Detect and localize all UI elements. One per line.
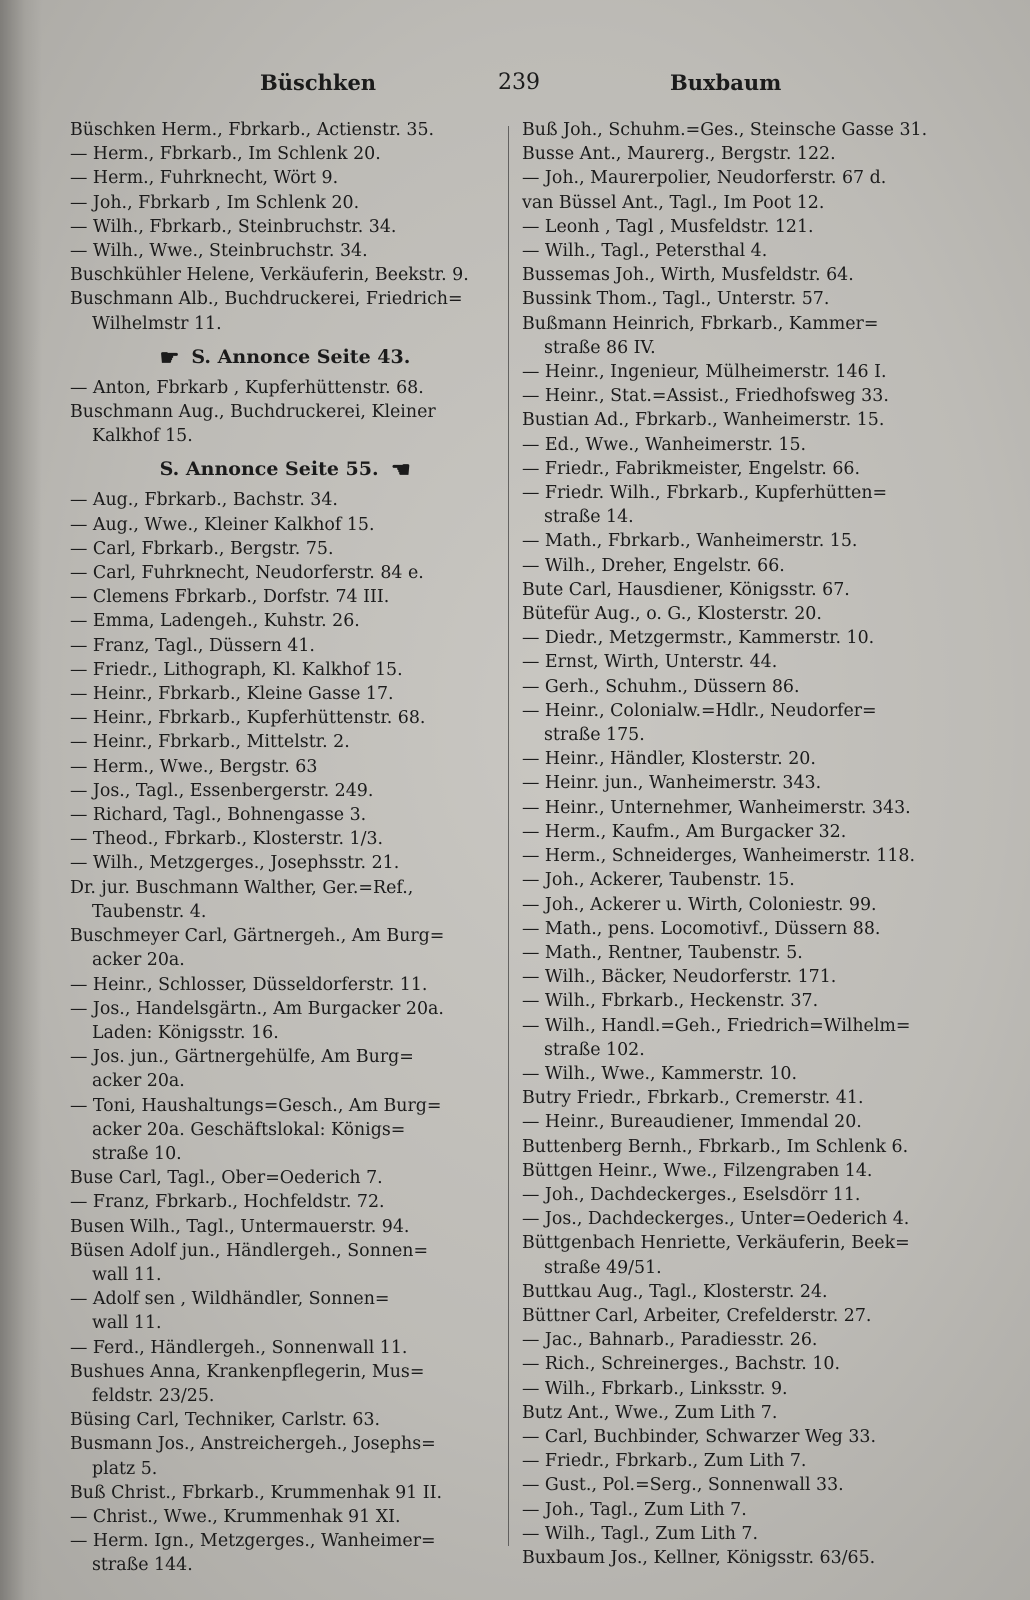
directory-entry: — Herm., Fuhrknecht, Wört 9. xyxy=(70,168,339,189)
entry-continuation-line: acker 20a. xyxy=(92,950,185,971)
directory-entry: — Gerh., Schuhm., Düssern 86. xyxy=(522,676,800,697)
directory-entry: Büttgenbach Henriette, Verkäuferin, Beek= xyxy=(522,1233,910,1254)
page-header xyxy=(60,66,980,102)
entry-continuation-line: straße 14. xyxy=(544,507,634,528)
header-left-keyword: Büschken xyxy=(260,70,377,95)
directory-entry: — Heinr., Schlosser, Düsseldorferstr. 11. xyxy=(70,974,428,995)
directory-entry: Büsen Adolf jun., Händlergeh., Sonnen= xyxy=(70,1240,429,1261)
directory-entry: — Rich., Schreinerges., Bachstr. 10. xyxy=(522,1354,840,1375)
directory-entry: Bütefür Aug., o. G., Klosterstr. 20. xyxy=(522,604,822,625)
directory-entry: — Jos. jun., Gärtnergehülfe, Am Burg= xyxy=(70,1047,414,1068)
entry-continuation-line: wall 11. xyxy=(92,1264,162,1285)
directory-entry: — Franz, Tagl., Düssern 41. xyxy=(70,635,315,656)
directory-entry: — Herm., Wwe., Bergstr. 63 xyxy=(70,756,318,777)
directory-entry: — Aug., Fbrkarb., Bachstr. 34. xyxy=(70,490,338,511)
directory-entry: — Jos., Dachdeckerges., Unter=Oederich 4. xyxy=(522,1209,910,1230)
directory-entry: — Richard, Tagl., Bohnengasse 3. xyxy=(70,805,367,826)
pointing-hand-left-icon: ☛ xyxy=(390,457,411,484)
directory-entry: — Franz, Fbrkarb., Hochfeldstr. 72. xyxy=(70,1192,385,1213)
directory-entry: Buschkühler Helene, Verkäuferin, Beekstr. 9. xyxy=(70,265,469,286)
directory-entry: — Toni, Haushaltungs=Gesch., Am Burg= xyxy=(70,1095,442,1116)
directory-entry: — Joh., Tagl., Zum Lith 7. xyxy=(522,1499,747,1520)
directory-entry: Buß Joh., Schuhm.=Ges., Steinsche Gasse 31. xyxy=(522,120,928,140)
directory-entry: — Anton, Fbrkarb , Kupferhüttenstr. 68. xyxy=(70,377,424,398)
directory-entry: Busse Ant., Maurerg., Bergstr. 122. xyxy=(522,144,836,165)
directory-entry: — Heinr., Bureaudiener, Immendal 20. xyxy=(522,1112,862,1133)
directory-entry: Büsing Carl, Techniker, Carlstr. 63. xyxy=(70,1410,381,1431)
directory-entry: — Joh., Maurerpolier, Neudorferstr. 67 d. xyxy=(522,168,887,189)
directory-entry: Buse Carl, Tagl., Ober=Oederich 7. xyxy=(70,1168,383,1189)
header-right-keyword: Buxbaum xyxy=(670,70,782,95)
directory-entry: — Friedr. Wilh., Fbrkarb., Kupferhütten= xyxy=(522,483,888,504)
directory-entry: Busen Wilh., Tagl., Untermauerstr. 94. xyxy=(70,1216,410,1237)
directory-entry: — Christ., Wwe., Krummenhak 91 XI. xyxy=(70,1506,401,1527)
directory-entry: — Diedr., Metzgermstr., Kammerstr. 10. xyxy=(522,628,875,649)
directory-entry: — Carl, Buchbinder, Schwarzer Weg 33. xyxy=(522,1426,877,1447)
directory-entry: Butry Friedr., Fbrkarb., Cremerstr. 41. xyxy=(522,1088,864,1109)
annonce-reference xyxy=(70,342,500,372)
directory-entry: — Wilh., Wwe., Kammerstr. 10. xyxy=(522,1063,798,1084)
entry-continuation-line: straße 102. xyxy=(544,1039,645,1060)
directory-entry: van Büssel Ant., Tagl., Im Poot 12. xyxy=(522,192,825,213)
directory-entry: — Herm. Ign., Metzgerges., Wanheimer= xyxy=(70,1531,436,1552)
entry-continuation-line: feldstr. 23/25. xyxy=(92,1385,215,1406)
directory-entry: — Heinr., Händler, Klosterstr. 20. xyxy=(522,749,816,770)
directory-entry: — Joh., Dachdeckerges., Eselsdörr 11. xyxy=(522,1184,861,1205)
directory-entry: — Wilh., Handl.=Geh., Friedrich=Wilhelm= xyxy=(522,1015,911,1036)
left-column xyxy=(70,118,500,1578)
directory-entry: Buttenberg Bernh., Fbrkarb., Im Schlenk 6. xyxy=(522,1136,909,1157)
entry-continuation-line: Laden: Königsstr. 16. xyxy=(92,1022,279,1043)
directory-entry: — Wilh., Dreher, Engelstr. 66. xyxy=(522,555,785,576)
directory-entry: Bussemas Joh., Wirth, Musfeldstr. 64. xyxy=(522,265,854,286)
entry-continuation-line: straße 175. xyxy=(544,725,645,746)
directory-entry: — Aug., Wwe., Kleiner Kalkhof 15. xyxy=(70,514,375,535)
column-divider xyxy=(508,126,509,1546)
entry-continuation-line: straße 10. xyxy=(92,1143,182,1164)
entry-continuation-line: wall 11. xyxy=(92,1313,162,1334)
book-spine-shadow xyxy=(0,0,42,1600)
directory-entry: — Heinr., Unternehmer, Wanheimerstr. 343. xyxy=(522,797,911,818)
directory-entry: — Heinr., Ingenieur, Mülheimerstr. 146 I. xyxy=(522,362,887,383)
directory-entry: — Clemens Fbrkarb., Dorfstr. 74 III. xyxy=(70,587,390,608)
entry-continuation-line: straße 86 IV. xyxy=(544,337,656,358)
directory-entry: Buß Christ., Fbrkarb., Krummenhak 91 II. xyxy=(70,1482,442,1503)
directory-entry: — Ferd., Händlergeh., Sonnenwall 11. xyxy=(70,1337,408,1358)
directory-entry: Büttgen Heinr., Wwe., Filzengraben 14. xyxy=(522,1160,873,1181)
directory-entry: — Friedr., Fabrikmeister, Engelstr. 66. xyxy=(522,458,860,479)
directory-entry: — Friedr., Fbrkarb., Zum Lith 7. xyxy=(522,1451,807,1472)
annonce-text: S. Annonce Seite 43. xyxy=(191,345,411,368)
directory-entry: — Gust., Pol.=Serg., Sonnenwall 33. xyxy=(522,1475,844,1496)
entry-continuation-line: acker 20a. Geschäftslokal: Königs= xyxy=(92,1119,406,1140)
directory-entry: — Emma, Ladengeh., Kuhstr. 26. xyxy=(70,611,360,632)
directory-entry: Bussink Thom., Tagl., Unterstr. 57. xyxy=(522,289,830,310)
directory-entry: — Jac., Bahnarb., Paradiesstr. 26. xyxy=(522,1330,818,1351)
directory-entry: Büschken Herm., Fbrkarb., Actienstr. 35. xyxy=(70,120,435,140)
pointing-hand-right-icon: ☛ xyxy=(159,344,180,371)
directory-entry: — Herm., Fbrkarb., Im Schlenk 20. xyxy=(70,144,381,165)
directory-entry: — Joh., Ackerer, Taubenstr. 15. xyxy=(522,870,795,891)
entry-continuation-line: acker 20a. xyxy=(92,1071,185,1092)
directory-entry: — Wilh., Wwe., Steinbruchstr. 34. xyxy=(70,241,368,262)
directory-entry: — Wilh., Metzgerges., Josephsstr. 21. xyxy=(70,853,400,874)
directory-entry: — Ernst, Wirth, Unterstr. 44. xyxy=(522,652,778,673)
directory-entry: Butz Ant., Wwe., Zum Lith 7. xyxy=(522,1402,778,1423)
directory-entry: — Wilh., Bäcker, Neudorferstr. 171. xyxy=(522,967,837,988)
directory-entry: — Jos., Handelsgärtn., Am Burgacker 20a. xyxy=(70,998,444,1019)
directory-entry: Buschmann Aug., Buchdruckerei, Kleiner xyxy=(70,402,436,423)
directory-entry: Büttner Carl, Arbeiter, Crefelderstr. 27. xyxy=(522,1305,872,1326)
directory-entry: — Heinr., Fbrkarb., Kupferhüttenstr. 68. xyxy=(70,708,426,729)
directory-entry: — Wilh., Tagl., Zum Lith 7. xyxy=(522,1523,759,1544)
directory-entry: — Wilh., Fbrkarb., Heckenstr. 37. xyxy=(522,991,819,1012)
right-column xyxy=(522,118,964,1570)
page-number: 239 xyxy=(498,70,540,95)
directory-entry: — Jos., Tagl., Essenbergerstr. 249. xyxy=(70,780,374,801)
directory-entry: Buschmeyer Carl, Gärtnergeh., Am Burg= xyxy=(70,926,445,947)
directory-entry: — Math., pens. Locomotivf., Düssern 88. xyxy=(522,918,881,939)
entry-continuation-line: Taubenstr. 4. xyxy=(92,901,207,922)
directory-entry: — Joh., Fbrkarb , Im Schlenk 20. xyxy=(70,192,360,213)
directory-entry: — Carl, Fuhrknecht, Neudorferstr. 84 e. xyxy=(70,563,424,584)
annonce-text: S. Annonce Seite 55. xyxy=(159,458,379,481)
directory-entry: — Joh., Ackerer u. Wirth, Coloniestr. 99. xyxy=(522,894,877,915)
directory-entry: — Wilh., Fbrkarb., Steinbruchstr. 34. xyxy=(70,216,397,237)
directory-entry: — Heinr., Stat.=Assist., Friedhofsweg 33. xyxy=(522,386,889,407)
directory-entry: — Math., Fbrkarb., Wanheimerstr. 15. xyxy=(522,531,858,552)
directory-entry: Bußmann Heinrich, Fbrkarb., Kammer= xyxy=(522,313,879,334)
directory-entry: Bushues Anna, Krankenpflegerin, Mus= xyxy=(70,1361,425,1382)
directory-entry: — Wilh., Tagl., Petersthal 4. xyxy=(522,241,768,262)
directory-entry: Bustian Ad., Fbrkarb., Wanheimerstr. 15. xyxy=(522,410,885,431)
annonce-reference xyxy=(70,454,500,484)
directory-entry: — Heinr. jun., Wanheimerstr. 343. xyxy=(522,773,822,794)
entry-continuation-line: platz 5. xyxy=(92,1458,158,1479)
directory-entry: Dr. jur. Buschmann Walther, Ger.=Ref., xyxy=(70,877,414,898)
directory-entry: Busmann Jos., Anstreichergeh., Josephs= xyxy=(70,1434,436,1455)
entry-continuation-line: straße 144. xyxy=(92,1555,193,1576)
entry-continuation-line: straße 49/51. xyxy=(544,1257,662,1278)
directory-entry: — Adolf sen , Wildhändler, Sonnen= xyxy=(70,1289,390,1310)
directory-entry: — Herm., Schneiderges, Wanheimerstr. 118. xyxy=(522,846,915,867)
directory-entry: — Ed., Wwe., Wanheimerstr. 15. xyxy=(522,434,807,455)
directory-entry: — Friedr., Lithograph, Kl. Kalkhof 15. xyxy=(70,659,403,680)
directory-entry: — Herm., Kaufm., Am Burgacker 32. xyxy=(522,821,847,842)
directory-entry: Buttkau Aug., Tagl., Klosterstr. 24. xyxy=(522,1281,828,1302)
directory-entry: — Heinr., Fbrkarb., Mittelstr. 2. xyxy=(70,732,350,753)
directory-entry: Buschmann Alb., Buchdruckerei, Friedrich= xyxy=(70,289,463,310)
directory-entry: — Heinr., Fbrkarb., Kleine Gasse 17. xyxy=(70,684,394,705)
directory-entry: Bute Carl, Hausdiener, Königsstr. 67. xyxy=(522,579,850,600)
directory-entry: — Math., Rentner, Taubenstr. 5. xyxy=(522,942,803,963)
directory-entry: — Theod., Fbrkarb., Klosterstr. 1/3. xyxy=(70,829,384,850)
directory-entry: — Leonh , Tagl , Musfeldstr. 121. xyxy=(522,216,814,237)
entry-continuation-line: Wilhelmstr 11. xyxy=(92,313,222,334)
entry-continuation-line: Kalkhof 15. xyxy=(92,426,193,447)
directory-entry: — Carl, Fbrkarb., Bergstr. 75. xyxy=(70,538,334,559)
directory-entry: — Wilh., Fbrkarb., Linksstr. 9. xyxy=(522,1378,788,1399)
directory-entry: Buxbaum Jos., Kellner, Königsstr. 63/65. xyxy=(522,1547,876,1568)
directory-entry: — Heinr., Colonialw.=Hdlr., Neudorfer= xyxy=(522,700,877,721)
